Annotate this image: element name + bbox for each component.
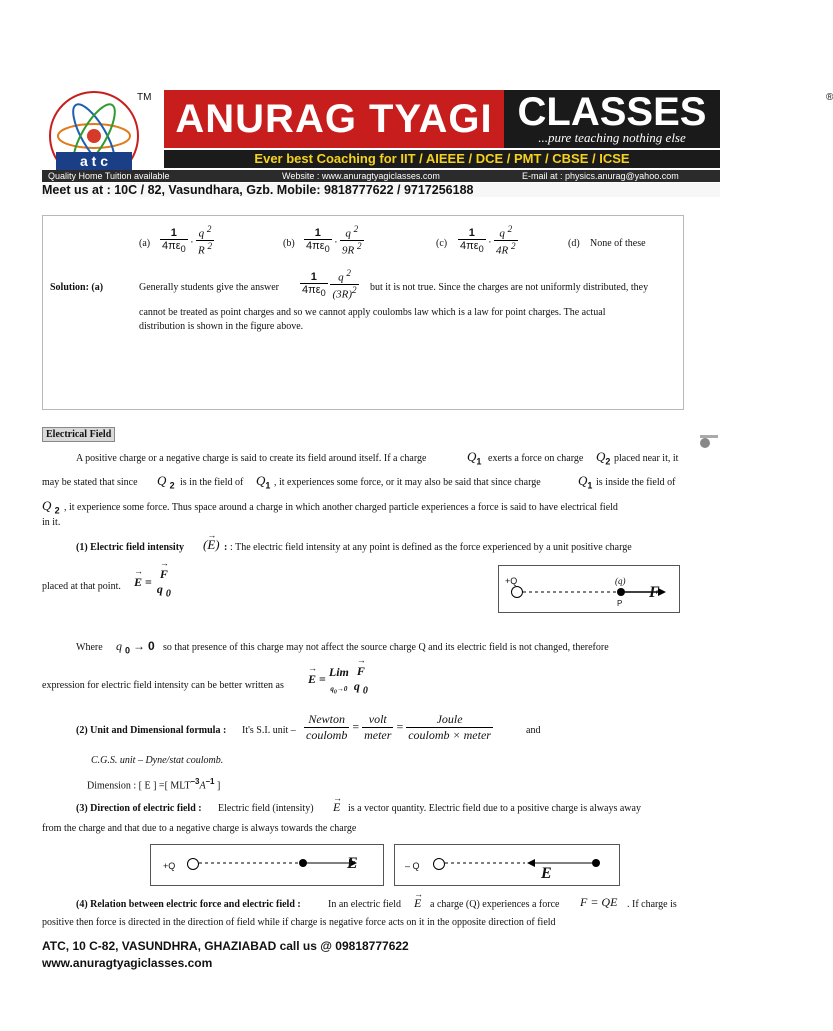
direction-heading: (3) Direction of electric field : bbox=[76, 803, 202, 814]
q1-symbol: $Q_1$ bbox=[467, 449, 482, 467]
cgs-text: C.G.S. unit – Dyne/stat coulomb. bbox=[91, 755, 224, 766]
positive-charge bbox=[187, 858, 199, 870]
intensity-heading: (1) Electric field intensity bbox=[76, 542, 185, 553]
e-label-positive: E bbox=[347, 855, 358, 872]
point-p-label: P bbox=[617, 599, 623, 608]
direction-text: Electric field (intensity) bbox=[218, 803, 314, 814]
intensity-text: : The electric field intensity at any point is defined as the force experienced by a unit positive charge bbox=[230, 542, 632, 553]
e-equals-f-over-q0: E → = F → q $_0$ bbox=[134, 558, 171, 600]
field-figure-positive bbox=[150, 844, 384, 886]
test-point-positive bbox=[299, 859, 307, 867]
negative-charge bbox=[433, 858, 445, 870]
e-vector-inline: E → bbox=[333, 793, 342, 814]
test-point-negative bbox=[592, 859, 600, 867]
section-title: Electrical Field bbox=[42, 427, 115, 442]
para1-line1b: exerts a force on charge bbox=[488, 453, 584, 464]
relation-text: In an electric field bbox=[328, 899, 402, 910]
option-b-label: (b) bbox=[283, 238, 295, 249]
relation-line2: positive then force is directed in the direction of field while if charge is negative force acts on it in the opposite direction of field bbox=[42, 917, 556, 928]
q2-symbol-b: Q $_2$ bbox=[157, 473, 175, 491]
direction-line2: from the charge and that due to a negative charge is always towards the charge bbox=[42, 823, 357, 834]
header-banner bbox=[42, 88, 833, 197]
trademark-mark: TM bbox=[137, 92, 152, 103]
joule-text: Joule bbox=[406, 712, 493, 728]
solution-line-1b: but it is not true. Since the charges are not uniformly distributed, they bbox=[370, 282, 649, 293]
para1-line1a: A positive charge or a negative charge is said to create its field around itself. If a charge bbox=[76, 453, 427, 464]
solution-line-2: cannot be treated as point charges and so we cannot apply coulombs law which is a law for point charges. The actual bbox=[139, 307, 606, 318]
q-small-label: (q) bbox=[615, 576, 626, 586]
para1-line2a: may be stated that since bbox=[42, 477, 138, 488]
q2-symbol: $Q_2$ bbox=[596, 449, 611, 467]
coaching-banner: Ever best Coaching for IIT / AIEEE / DCE / PMT / CBSE / ICSE bbox=[164, 150, 720, 168]
option-d-label: (d) bbox=[568, 238, 580, 249]
where-text: Where bbox=[76, 642, 103, 653]
website-text: Website : www.anuragtyagiclasses.com bbox=[282, 171, 440, 181]
neg-q-label: – Q bbox=[405, 861, 420, 871]
brand-name-right: CLASSES bbox=[504, 90, 720, 148]
coulomb-meter-text: coulomb × meter bbox=[408, 728, 491, 742]
newton-text: Newton bbox=[304, 712, 349, 728]
relation-heading: (4) Relation between electric force and electric field : bbox=[76, 899, 301, 910]
option-c-formula: $\frac{1}{4\pi\varepsilon_0}$ . $\frac{q ^2}{4R ^2}$ bbox=[460, 224, 516, 257]
registered-mark: ® bbox=[826, 92, 833, 103]
solution-line-1a: Generally students give the answer bbox=[139, 282, 279, 293]
footer-address: ATC, 10 C-82, VASUNDHRA, GHAZIABAD call us @ 09818777622 bbox=[42, 939, 409, 953]
contact-line: Meet us at : 10C / 82, Vasundhara, Gzb. Mobile: 9818777622 / 9717256188 bbox=[42, 183, 720, 197]
solution-formula: $\frac{1}{4\pi\varepsilon_0}$ $\frac{q ^2}{(3R)^2}$ bbox=[302, 268, 357, 301]
option-a-label: (a) bbox=[139, 238, 151, 249]
para1-line2b: is in the field of bbox=[180, 477, 244, 488]
e-vector-symbol: (E → ) bbox=[203, 530, 220, 552]
relation-mid: a charge (Q) experiences a force bbox=[430, 899, 560, 910]
coulomb-text: coulomb bbox=[306, 728, 348, 742]
svg-text:a t c: a t c bbox=[79, 153, 109, 169]
brand-block bbox=[164, 90, 833, 148]
dimension-tail: A bbox=[199, 780, 206, 792]
placed-text: placed at that point. bbox=[42, 581, 121, 592]
test-charge bbox=[617, 588, 625, 596]
option-a-formula: $\frac{1}{4\pi\varepsilon_0}$ . $\frac{q ^2}{R ^2}$ bbox=[162, 224, 213, 257]
footer bbox=[42, 938, 409, 972]
para1-line3: , it experience some force. Thus space around a charge in which another charged particle experiences a force is said to have electrical field bbox=[64, 502, 618, 513]
q1-symbol-b: $Q_1$ bbox=[256, 473, 271, 491]
unit-text: It's S.I. unit – bbox=[242, 725, 296, 736]
para1-line4: in it. bbox=[42, 517, 61, 528]
brand-tagline: ...pure teaching nothing else bbox=[538, 130, 686, 145]
relation-end: . If charge is bbox=[627, 899, 677, 910]
relation-eq: F = QE bbox=[580, 895, 618, 909]
q2-symbol-c: Q $_2$ bbox=[42, 498, 60, 516]
tuition-text: Quality Home Tuition available bbox=[48, 171, 170, 181]
dimension-text: Dimension : [ E ] =[ MLT bbox=[87, 780, 191, 792]
brand-name-left: ANURAG TYAGI bbox=[164, 90, 504, 148]
negative-field-arrow bbox=[445, 857, 615, 871]
q1-symbol-c: $Q_1$ bbox=[578, 473, 593, 491]
source-charge bbox=[511, 586, 523, 598]
field-figure-1 bbox=[498, 565, 680, 613]
email-text: E-mail at : physics.anurag@yahoo.com bbox=[522, 171, 679, 181]
solution-line-3: distribution is shown in the figure above. bbox=[139, 321, 304, 332]
plus-q-label: +Q bbox=[505, 576, 518, 586]
limit-formula: E → = Lim $q_0\to 0$ F → q $_0$ bbox=[308, 655, 368, 697]
option-c-label: (c) bbox=[436, 238, 448, 249]
field-figure-negative bbox=[394, 844, 620, 886]
dimension-line: Dimension : [ E ] =[ $MLT^{-3}A^{-1}$ ] bbox=[87, 777, 221, 792]
option-d-text: None of these bbox=[590, 238, 646, 249]
para1-line2d: is inside the field of bbox=[596, 477, 676, 488]
para1-line1c: placed near it, it bbox=[614, 453, 679, 464]
volt-text: volt bbox=[362, 712, 393, 728]
expression-text: expression for electric field intensity can be better written as bbox=[42, 680, 284, 691]
e-label-negative: E bbox=[541, 865, 552, 882]
e-vector-relation: E → bbox=[414, 889, 423, 910]
unit-and: and bbox=[526, 725, 541, 736]
direction-rest: is a vector quantity. Electric field due to a positive charge is always away bbox=[348, 803, 641, 814]
footer-website[interactable]: www.anuragtyagiclasses.com bbox=[42, 956, 213, 970]
unit-formula: $\frac{\text{Newton}}{\text{coulomb}}$ = $\frac{\text{volt}}{\text{meter}}$ = $\frac{\text{Joule}}{\text{coulomb × meter}}$ bbox=[306, 712, 491, 742]
pos-q-label: +Q bbox=[163, 861, 176, 871]
where-rest: so that presence of this charge may not affect the source charge Q and its electric field is not changed, therefore bbox=[163, 642, 609, 653]
para1-line2c: , it experiences some force, or it may also be said that since charge bbox=[274, 477, 541, 488]
scroll-handle[interactable] bbox=[700, 438, 710, 448]
solution-label: Solution: (a) bbox=[50, 282, 104, 293]
meter-text: meter bbox=[364, 728, 392, 742]
q0-limit: q $_0$ → 0 bbox=[116, 639, 155, 656]
option-b-formula: $\frac{1}{4\pi\varepsilon_0}$ . $\frac{q ^2}{9R ^2}$ bbox=[306, 224, 362, 257]
unit-heading: (2) Unit and Dimensional formula : bbox=[76, 725, 227, 736]
force-label: F bbox=[649, 584, 660, 601]
info-strip bbox=[42, 170, 720, 182]
